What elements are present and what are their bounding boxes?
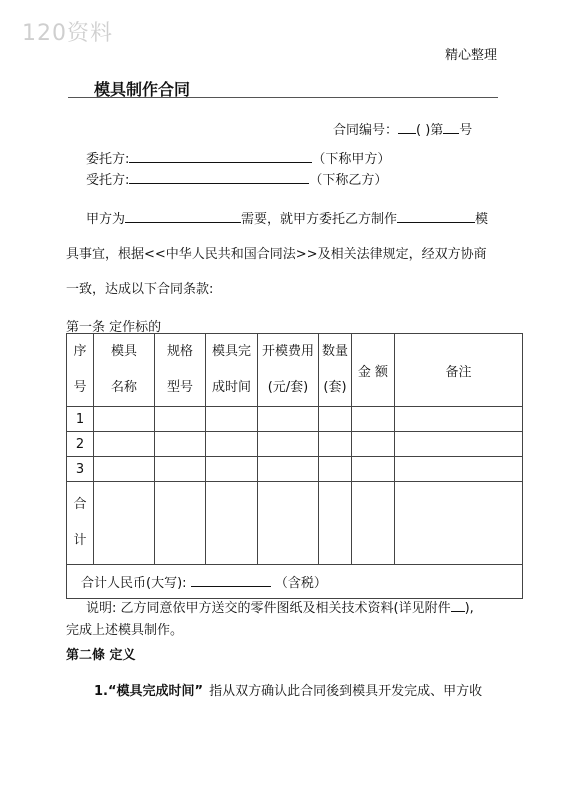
table-row bbox=[67, 432, 523, 457]
rmb-total-label: 合计人民币(大写): bbox=[81, 576, 187, 591]
cell-completion-time[interactable] bbox=[206, 457, 258, 482]
row-number: 1 bbox=[67, 407, 94, 432]
intro-part2: 需要，就甲方委托乙方制作 bbox=[241, 212, 398, 227]
attachment-blank[interactable] bbox=[451, 598, 465, 612]
cell-spec[interactable] bbox=[155, 407, 206, 432]
cell-remarks[interactable] bbox=[395, 432, 523, 457]
cell-mold-name[interactable] bbox=[94, 407, 155, 432]
purpose-blank[interactable] bbox=[125, 209, 241, 223]
row-number: 2 bbox=[67, 432, 94, 457]
contract-year-blank[interactable] bbox=[398, 120, 416, 134]
note-text: 说明: 乙方同意依甲方送交的零件图纸及相关技术资料(详见附件 bbox=[86, 601, 451, 616]
contractor-line bbox=[86, 169, 387, 188]
contractor-name-blank[interactable] bbox=[129, 170, 309, 184]
intro-part3: 模 bbox=[475, 212, 489, 227]
total-amount[interactable] bbox=[352, 482, 395, 565]
total-completion-time[interactable] bbox=[206, 482, 258, 565]
client-label: 委托方: bbox=[86, 152, 130, 167]
note-line-2: 完成上述模具制作。 bbox=[66, 623, 184, 638]
cell-remarks[interactable] bbox=[395, 407, 523, 432]
article1-heading: 第一条 定作标的 bbox=[66, 320, 162, 335]
header-spec: 规格 型号 bbox=[155, 334, 206, 407]
definition-number: 1. bbox=[94, 684, 108, 699]
definition-term: “模具完成时间” bbox=[107, 684, 204, 699]
cell-spec[interactable] bbox=[155, 457, 206, 482]
table-row bbox=[67, 457, 523, 482]
cell-mold-fee[interactable] bbox=[258, 432, 319, 457]
total-remarks[interactable] bbox=[395, 482, 523, 565]
row-number: 3 bbox=[67, 457, 94, 482]
table-rmb-total-row bbox=[67, 565, 523, 599]
table-header-row bbox=[67, 334, 523, 407]
contract-number-mid: ( )第 bbox=[416, 123, 444, 138]
cell-amount[interactable] bbox=[352, 407, 395, 432]
contract-number-blank[interactable] bbox=[443, 120, 459, 134]
table-row bbox=[67, 407, 523, 432]
rmb-total-blank[interactable] bbox=[191, 573, 271, 587]
cell-quantity[interactable] bbox=[319, 457, 352, 482]
contractor-suffix: （下称乙方） bbox=[309, 173, 388, 188]
client-suffix: （下称甲方） bbox=[312, 152, 391, 167]
header-quantity: 数量 (套) bbox=[319, 334, 352, 407]
document-title: 模具制作合同 bbox=[94, 80, 191, 99]
total-quantity[interactable] bbox=[319, 482, 352, 565]
header-remarks: 备注 bbox=[395, 334, 523, 407]
note-line-1 bbox=[86, 597, 474, 616]
client-name-blank[interactable] bbox=[129, 149, 312, 163]
mold-table bbox=[66, 333, 523, 599]
cell-completion-time[interactable] bbox=[206, 432, 258, 457]
cell-amount[interactable] bbox=[352, 432, 395, 457]
cell-mold-fee[interactable] bbox=[258, 407, 319, 432]
total-spec[interactable] bbox=[155, 482, 206, 565]
contract-number-label: 合同编号： bbox=[333, 123, 399, 138]
header-mold-fee: 开模费用 (元/套) bbox=[258, 334, 319, 407]
watermark: 120资料 bbox=[22, 21, 113, 46]
article2-heading: 第二條 定义 bbox=[66, 648, 136, 663]
rmb-total-suffix: （含税） bbox=[274, 576, 327, 591]
intro-line-1 bbox=[86, 208, 488, 227]
cell-amount[interactable] bbox=[352, 457, 395, 482]
total-label: 合 计 bbox=[67, 482, 94, 565]
total-mold-name[interactable] bbox=[94, 482, 155, 565]
definition-text: 指从双方确认此合同後到模具开发完成、甲方收 bbox=[209, 684, 483, 699]
contract-number-line bbox=[333, 119, 472, 138]
intro-line-3: 一致，达成以下合同条款: bbox=[66, 282, 214, 297]
cell-remarks[interactable] bbox=[395, 457, 523, 482]
mold-item-blank[interactable] bbox=[397, 209, 475, 223]
intro-line-2: 具事宜，根据<<中华人民共和国合同法>>及相关法律规定，经双方协商 bbox=[66, 247, 487, 262]
definition-item-1 bbox=[94, 680, 482, 699]
contractor-label: 受托方: bbox=[86, 173, 130, 188]
header-amount: 金 额 bbox=[352, 334, 395, 407]
cell-spec[interactable] bbox=[155, 432, 206, 457]
cell-mold-name[interactable] bbox=[94, 457, 155, 482]
title-underline bbox=[68, 97, 498, 98]
cell-quantity[interactable] bbox=[319, 432, 352, 457]
header-seq: 序 号 bbox=[67, 334, 94, 407]
header-completion-time: 模具完 成时间 bbox=[206, 334, 258, 407]
total-mold-fee[interactable] bbox=[258, 482, 319, 565]
contract-number-end: 号 bbox=[459, 123, 473, 138]
table-total-row bbox=[67, 482, 523, 565]
cell-completion-time[interactable] bbox=[206, 407, 258, 432]
cell-mold-fee[interactable] bbox=[258, 457, 319, 482]
rmb-total-cell bbox=[67, 565, 523, 599]
cell-mold-name[interactable] bbox=[94, 432, 155, 457]
cell-quantity[interactable] bbox=[319, 407, 352, 432]
intro-part1: 甲方为 bbox=[86, 212, 126, 227]
note-end: ), bbox=[464, 601, 474, 616]
top-note: 精心整理 bbox=[445, 48, 498, 63]
header-mold-name: 模具 名称 bbox=[94, 334, 155, 407]
client-line bbox=[86, 148, 390, 167]
